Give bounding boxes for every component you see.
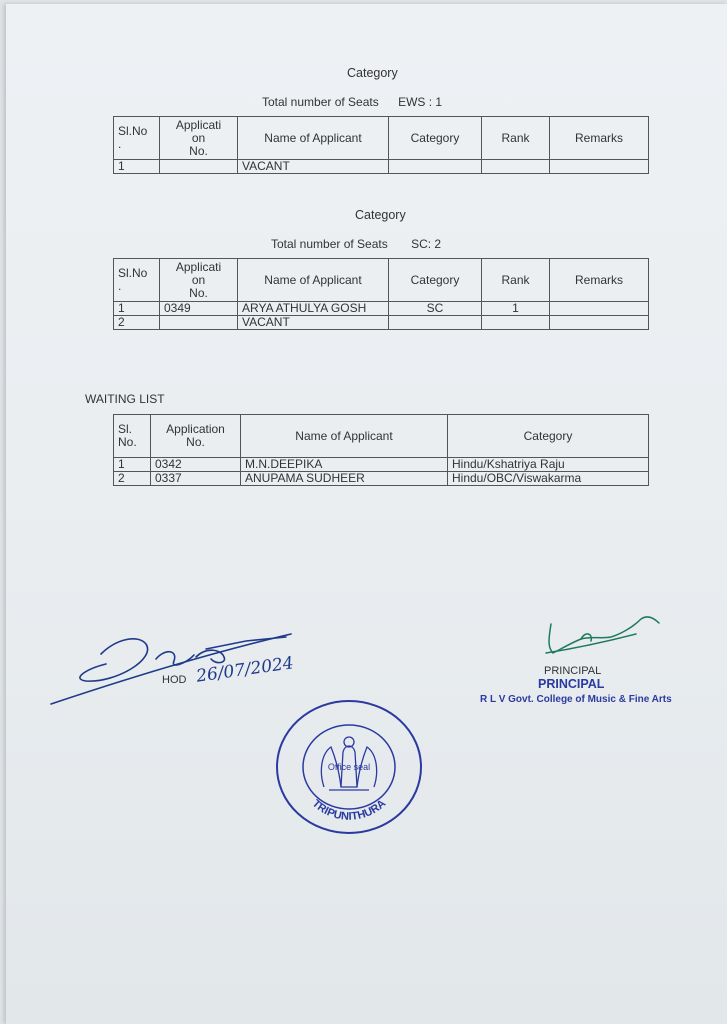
table-cell: 2 — [114, 316, 160, 330]
header-cell: Rank — [482, 117, 550, 160]
table-cell: VACANT — [238, 316, 389, 330]
table-header-row — [114, 117, 649, 160]
table-cell: Hindu/OBC/Viswakarma — [448, 472, 649, 486]
header-cell: Category — [389, 259, 482, 302]
table-cell: ANUPAMA SUDHEER — [241, 472, 448, 486]
header-cell: Category — [448, 415, 649, 458]
seal-bottom-text: TRIPUNITHURA — [309, 797, 389, 823]
table-cell: 0337 — [151, 472, 241, 486]
table-cell: SC — [389, 302, 482, 316]
ews-seats-line — [262, 95, 442, 109]
ews-category-heading: Category — [347, 66, 398, 80]
header-cell: Applicati on No. — [160, 117, 238, 160]
table-cell — [160, 160, 238, 174]
principal-stamp-label: PRINCIPAL — [538, 677, 605, 691]
table-cell: 2 — [114, 472, 151, 486]
table-header-row — [114, 415, 649, 458]
table-cell: M.N.DEEPIKA — [241, 458, 448, 472]
table-cell: 1 — [114, 302, 160, 316]
document-page — [6, 4, 727, 1024]
table-cell: 1 — [114, 160, 160, 174]
hod-label: HOD — [162, 674, 187, 686]
college-stamp-text: R L V Govt. College of Music & Fine Arts — [480, 694, 672, 705]
waiting-list-table — [113, 414, 649, 486]
table-cell: 1 — [482, 302, 550, 316]
sc-seats-line — [271, 237, 441, 251]
table-row — [114, 458, 649, 472]
sc-category-heading: Category — [355, 208, 406, 222]
sc-seats-value: SC: 2 — [411, 237, 442, 251]
table-cell — [550, 302, 649, 316]
waiting-list-label: WAITING LIST — [85, 392, 165, 406]
header-cell: Sl.No . — [114, 259, 160, 302]
header-cell: Applicati on No. — [160, 259, 238, 302]
table-cell: Hindu/Kshatriya Raju — [448, 458, 649, 472]
header-cell: Sl.No . — [114, 117, 160, 160]
sc-seats-label: Total number of Seats — [271, 237, 388, 251]
table-row — [114, 316, 649, 330]
table-cell — [550, 316, 649, 330]
table-row — [114, 302, 649, 316]
table-row — [114, 160, 649, 174]
header-cell: Category — [389, 117, 482, 160]
ews-seats-value: EWS : 1 — [398, 95, 443, 109]
hod-handwritten-date: 26/07/2024 — [195, 653, 295, 687]
table-cell: VACANT — [238, 160, 389, 174]
table-cell — [482, 316, 550, 330]
sc-seat-table — [113, 258, 649, 330]
header-cell: Name of Applicant — [238, 259, 389, 302]
table-cell — [389, 160, 482, 174]
header-cell: Remarks — [550, 117, 649, 160]
table-cell: ARYA ATHULYA GOSH — [238, 302, 389, 316]
college-seal — [269, 692, 429, 842]
header-cell: Sl. No. — [114, 415, 151, 458]
header-cell: Application No. — [151, 415, 241, 458]
ews-seats-label: Total number of Seats — [262, 95, 379, 109]
table-row — [114, 472, 649, 486]
header-cell: Remarks — [550, 259, 649, 302]
principal-typed-label: PRINCIPAL — [544, 665, 602, 677]
table-cell — [160, 316, 238, 330]
table-header-row — [114, 259, 649, 302]
table-cell: 1 — [114, 458, 151, 472]
header-cell: Name of Applicant — [241, 415, 448, 458]
seal-center-text: Office seal — [327, 762, 371, 772]
table-cell — [550, 160, 649, 174]
ews-seat-table — [113, 116, 649, 174]
table-cell — [389, 316, 482, 330]
table-cell: 0342 — [151, 458, 241, 472]
principal-signature — [541, 609, 671, 659]
table-cell: 0349 — [160, 302, 238, 316]
table-cell — [482, 160, 550, 174]
header-cell: Name of Applicant — [238, 117, 389, 160]
header-cell: Rank — [482, 259, 550, 302]
